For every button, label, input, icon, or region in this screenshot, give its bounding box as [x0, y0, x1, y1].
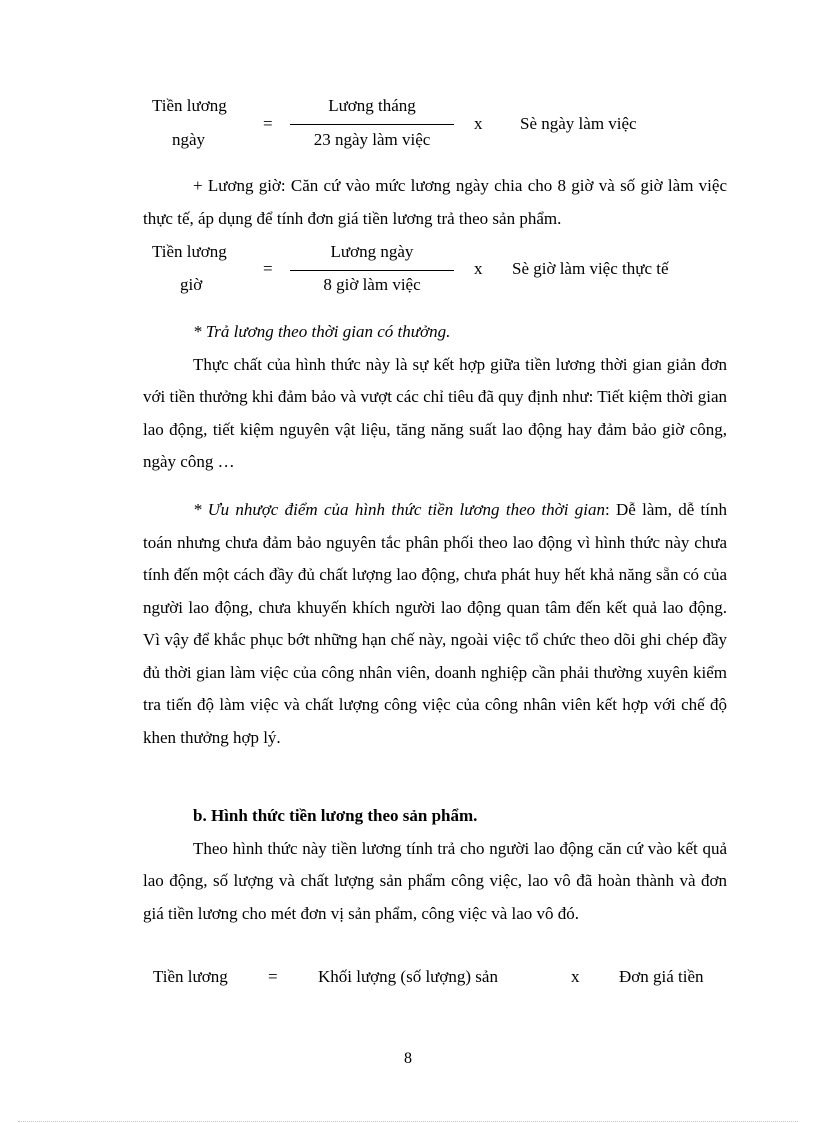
hourly-intro-text: + Lương giờ: Căn cứ vào mức lương ngày chia cho 8 giờ và số giờ làm việc thực tế, áp dụng để tính đơn giá tiền lương trả theo sản phẩm.: [143, 176, 727, 228]
bonus-section: [143, 316, 727, 479]
formula-hourly-label-line1: Tiền lương: [152, 242, 227, 261]
formula-daily-equals: =: [263, 114, 273, 133]
bonus-heading: * Trả lương theo thời gian có thưởng.: [193, 322, 451, 341]
bonus-paragraph: Thực chất của hình thức này là sự kết hợp giữa tiền lương thời gian giản đơn với tiền thưởng khi đảm bảo và vượt các chỉ tiêu đã quy định như: Tiết kiệm thời gian lao động, tiết kiệm nguyên vật liệu, tăng năng suất lao động hay đảm bảo giờ công, ngày công …: [143, 354, 727, 471]
formula-daily-denominator: 23 ngày làm việc: [313, 130, 431, 149]
formula-product-label: Tiền lương: [153, 967, 228, 986]
formula-product-unit-price: Đơn giá tiền: [619, 967, 704, 986]
formula-product-times: x: [571, 967, 580, 986]
pros-cons-body: : Dễ làm, dễ tính toán nhưng chưa đảm bảo nguyên tắc phân phối theo lao động vì hình thức này chưa tính đến một cách đầy đủ chất lượng lao động, chưa phát huy hết khả năng sẵn có của người lao động, chưa khuyến khích người lao động quan tâm đến kết quả lao động. Vì vậy để khắc phục bớt những hạn chế này, ngoài việc tổ chức theo dõi ghi chép đầy đủ thời gian làm việc của công nhân viên, doanh nghiệp cần phải thường xuyên kiểm tra tiến độ làm việc và chất lượng công việc của công nhân viên kết hợp với chế độ khen thưởng hợp lý.: [143, 500, 727, 747]
section-b: [143, 800, 727, 930]
formula-hourly-fraction-bar: [290, 270, 454, 271]
formula-hourly-numerator: Lương ngày: [330, 242, 414, 261]
pros-cons-heading: * Ưu nhược điểm của hình thức tiền lương theo thời gian: [193, 500, 605, 519]
formula-product-quantity: Khối lượng (số lượng) sản: [318, 967, 498, 986]
page-bottom-rule: [18, 1121, 798, 1122]
formula-hourly-equals: =: [263, 259, 273, 278]
formula-daily-times: x: [474, 114, 483, 133]
formula-hourly-label-line2: giờ: [180, 275, 203, 294]
formula-hourly-denominator: 8 giờ làm việc: [323, 275, 421, 294]
formula-hourly-times: x: [474, 259, 483, 278]
pros-cons-section: [143, 494, 727, 754]
pros-cons-paragraph: [143, 494, 727, 754]
formula-daily-numerator: Lương tháng: [328, 96, 416, 115]
formula-hourly-factor: Sè giờ làm việc thực tế: [512, 259, 669, 278]
formula-daily-fraction-bar: [290, 124, 454, 125]
section-b-paragraph: Theo hình thức này tiền lương tính trả cho người lao động căn cứ vào kết quả lao động, số lượng và chất lượng sản phẩm công việc, lao vô đã hoàn thành và đơn giá tiền lương cho mét đơn vị sản phẩm, công việc và lao vô đó.: [143, 838, 727, 923]
formula-daily-factor: Sè ngày làm việc: [520, 114, 637, 133]
formula-product-equals: =: [268, 967, 278, 986]
formula-daily-label-line1: Tiền lương: [152, 96, 227, 115]
hourly-intro: [143, 170, 727, 235]
formula-daily-label-line2: ngày: [172, 130, 206, 149]
page-number: 8: [404, 1050, 412, 1067]
section-b-heading: b. Hình thức tiền lương theo sản phẩm.: [193, 806, 478, 825]
